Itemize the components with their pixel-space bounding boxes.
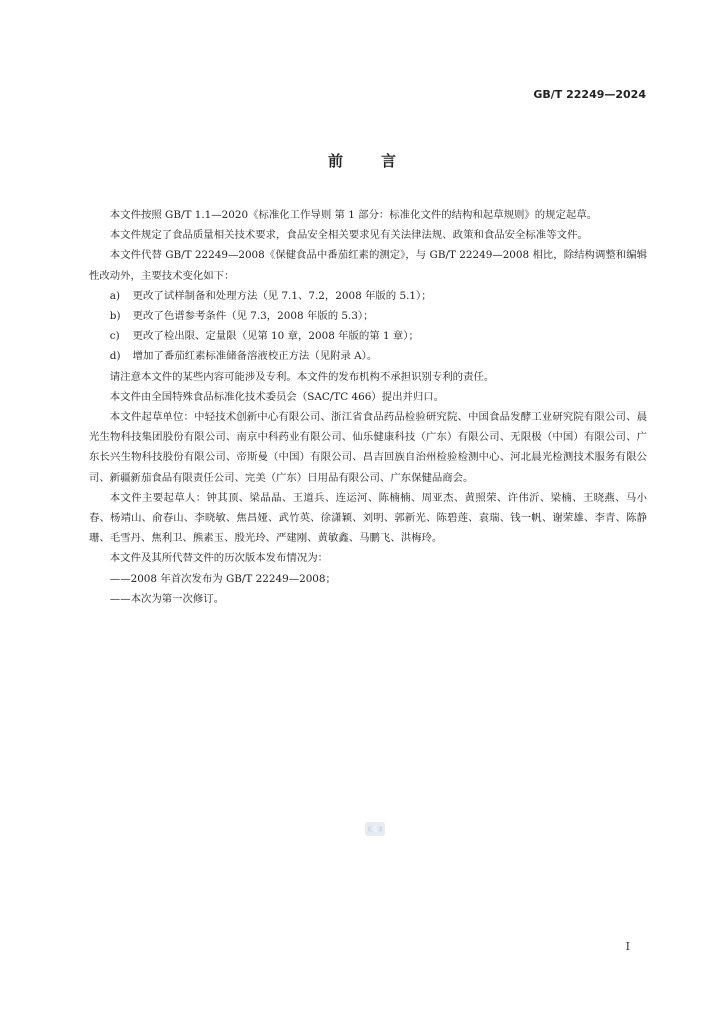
paragraph-drafting-rules: 本文件按照 GB/T 1.1—2020《标准化工作导则 第 1 部分：标准化文件的结构和起草规则》的规定起草。 — [109, 209, 598, 221]
paragraph-patent-notice: 请注意本文件的某些内容可能涉及专利。本文件的发布机构不承担识别专利的责任。 — [109, 370, 495, 383]
list-text: 更改了检出限、定量限（见第 10 章，2008 年版的第 1 章）； — [132, 330, 419, 343]
watermark-logo — [365, 822, 385, 836]
page-number: I — [625, 940, 630, 953]
paragraph-history-intro: 本文件及其所代替文件的历次版本发布情况为： — [109, 552, 328, 565]
list-marker: a) — [109, 289, 121, 302]
list-text: 更改了试样制备和处理方法（见 7.1、7.2，2008 年版的 5.1）； — [132, 289, 432, 302]
paragraph-replacement: 本文件代替 GB/T 22249—2008《保健食品中番茄红素的测定》，与 GB/T 22249—2008 相比，除结构调整和编辑性改动外，主要技术变化如下： — [89, 249, 647, 282]
history-item: ——2008 年首次发布为 GB/T 22249—2008； — [109, 572, 336, 585]
history-item: ——本次为第一次修订。 — [109, 592, 225, 605]
list-marker: d) — [109, 350, 121, 363]
paragraph-drafters: 本文件主要起草人：钟其顶、梁晶晶、王道兵、连运河、陈楠楠、周亚杰、黄照荣、许伟沂、梁楠、王晓燕、马小春、杨靖山、俞春山、李晓敏、焦昌娅、武竹英、徐潇颖、刘明、郭新光、陈碧莲、袁瑞、钱一帆、谢荣雄、李青、陈静珊、毛雪丹、焦利卫、熊素玉、殷光玲、严建刚、黄敏鑫、马鹏飞、洪梅玲。 — [89, 491, 647, 545]
paragraph-committee: 本文件由全国特殊食品标准化技术委员会（SAC/TC 466）提出并归口。 — [109, 390, 445, 403]
standard-code: GB/T 22249—2024 — [533, 88, 646, 101]
list-item — [89, 286, 647, 306]
list-marker: b) — [109, 310, 121, 323]
paragraph-scope-note: 本文件规定了食品质量相关技术要求，食品安全相关要求见有关法律法规、政策和食品安全标准等文件。 — [109, 229, 588, 242]
list-item — [89, 306, 647, 326]
paragraph-drafting-units: 本文件起草单位：中轻技术创新中心有限公司、浙江省食品药品检验研究院、中国食品发酵工业研究院有限公司、晨光生物科技集团股份有限公司、南京中科药业有限公司、仙乐健康科技（广东）有限公司、无限极（中国）有限公司、广东长兴生物科技股份有限公司、帝斯曼（中国）有限公司、昌吉回族自治州检验检测中心、河北晨光检测技术服务有限公司、新疆新茄食品有限责任公司、完美（广东）日用品有限公司、广东保健品商会。 — [89, 411, 647, 484]
page-title: 前言 — [327, 152, 434, 170]
list-item — [89, 346, 647, 366]
list-text: 更改了色谱参考条件（见 7.3，2008 年版的 5.3）； — [132, 310, 374, 323]
list-item — [89, 326, 647, 346]
foreword-body — [89, 205, 647, 609]
list-marker: c) — [109, 330, 120, 343]
list-text: 增加了番茄红素标准储备溶液校正方法（见附录 A）。 — [132, 350, 378, 363]
